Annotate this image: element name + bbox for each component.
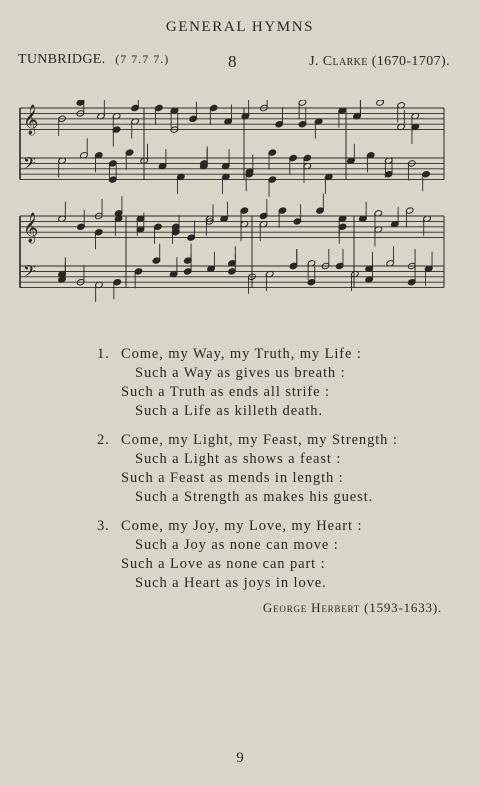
stanza-line: Such a Life as killeth death. bbox=[135, 403, 323, 419]
composer-dates: (1670-1707). bbox=[371, 54, 450, 69]
stanza-line: Such a Joy as none can move : bbox=[135, 537, 339, 553]
stanza-line: Come, my Light, my Feast, my Strength : bbox=[121, 432, 398, 448]
page-header: GENERAL HYMNS bbox=[165, 19, 315, 35]
bass-clef-icon: 𝄢 bbox=[23, 153, 36, 177]
treble-clef-icon: 𝄞 bbox=[23, 213, 39, 243]
bass-clef-icon: 𝄢 bbox=[23, 261, 36, 285]
tune-name-group bbox=[18, 52, 169, 68]
attribution bbox=[263, 600, 442, 616]
tune-meter: (7 7.7 7.) bbox=[115, 52, 170, 66]
stanza-line: Such a Heart as joys in love. bbox=[135, 575, 327, 591]
stanza-line: Such a Way as gives us breath : bbox=[135, 365, 346, 381]
composer bbox=[309, 54, 450, 70]
stanza-line: Such a Love as none can part : bbox=[121, 556, 326, 572]
page-number: 9 bbox=[236, 750, 244, 766]
composer-name: Clarke bbox=[322, 54, 368, 69]
author-name: George Herbert bbox=[262, 600, 361, 615]
stanza-line: Come, my Joy, my Love, my Heart : bbox=[121, 518, 363, 534]
music-score bbox=[16, 100, 448, 316]
hymn-number: 8 bbox=[228, 52, 237, 71]
author-dates: (1593-1633). bbox=[364, 600, 442, 615]
stanza-number: 3. bbox=[97, 518, 110, 534]
treble-clef-icon: 𝄞 bbox=[23, 105, 39, 135]
stanza-line: Such a Feast as mends in length : bbox=[121, 470, 344, 486]
stanza-line: Come, my Way, my Truth, my Life : bbox=[121, 346, 362, 362]
tune-name: TUNBRIDGE. bbox=[18, 52, 106, 67]
composer-prefix: J. bbox=[309, 54, 319, 69]
stanza-number: 2. bbox=[97, 432, 110, 448]
stanza-line: Such a Strength as makes his guest. bbox=[135, 489, 374, 505]
stanza-line: Such a Truth as ends all strife : bbox=[121, 384, 330, 400]
stanza-line: Such a Light as shows a feast : bbox=[135, 451, 342, 467]
stanza-number: 1. bbox=[97, 346, 110, 362]
